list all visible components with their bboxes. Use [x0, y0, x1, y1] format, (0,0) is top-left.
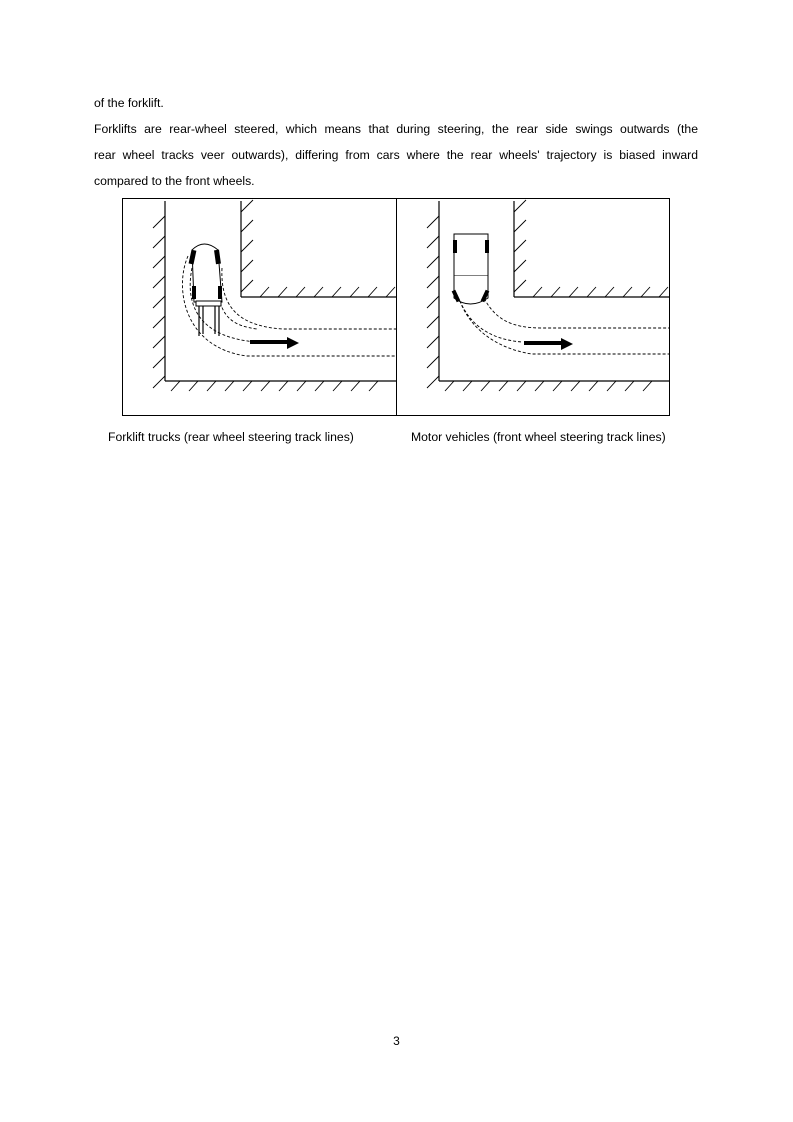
text-line-2: Forklifts are rear-wheel steered, which means that during steering, the rear side swings outwards (the — [94, 122, 698, 136]
text-line-3: rear wheel tracks veer outwards), differing from cars where the rear wheels' trajectory is biased inward — [94, 148, 698, 162]
right-panel-frame — [397, 199, 670, 416]
steering-track-diagram — [122, 198, 671, 418]
car-icon — [452, 234, 490, 304]
right-figure-caption: Motor vehicles (front wheel steering track lines) — [411, 430, 666, 444]
forklift-panel — [153, 200, 396, 391]
text-line-1: of the forklift. — [94, 96, 164, 110]
direction-arrow-right — [524, 338, 573, 350]
page-number: 3 — [393, 1034, 400, 1048]
left-panel-frame — [123, 199, 397, 416]
vehicle-panel — [427, 200, 669, 391]
forklift-icon — [189, 244, 222, 336]
left-figure-caption: Forklift trucks (rear wheel steering track lines) — [108, 430, 354, 444]
direction-arrow-left — [250, 337, 299, 349]
text-line-4: compared to the front wheels. — [94, 174, 255, 188]
